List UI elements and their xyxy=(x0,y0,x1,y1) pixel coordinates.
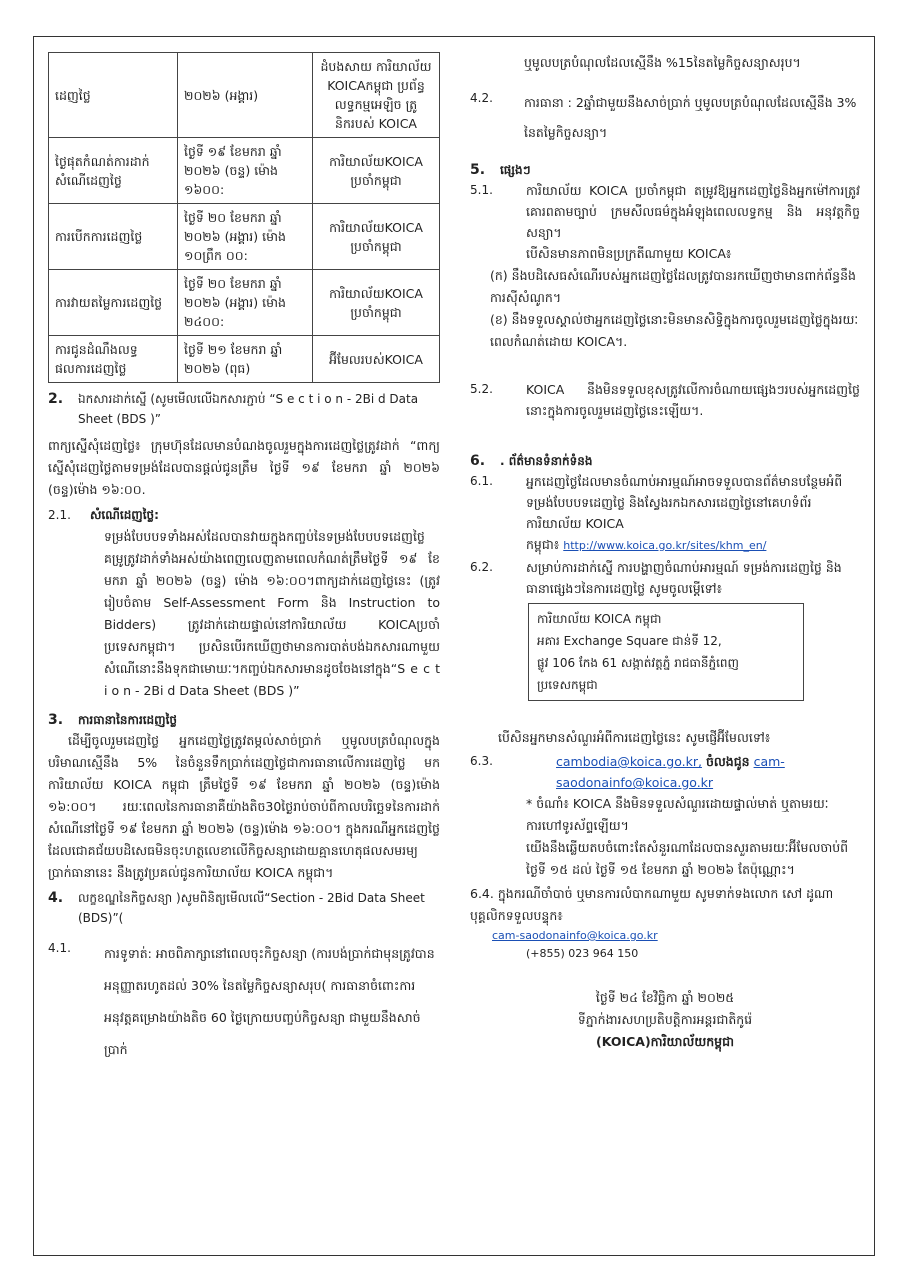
table-cell: អ៊ីមែលរបស់KOICA xyxy=(313,336,440,383)
section-3-text: ដើម្បីចូលរួមដេញថ្លៃ អ្នកដេញថ្លៃត្រូវតម្កល់សាច់ប្រាក់ ឬមូលបត្របំណុលក្នុងបរិមាណស្មើនឹង 5% នៃចំនួនទឹកប្រាក់ដេញថ្លៃជាការធានាលើការដេញថ្លៃ មកការិយាល័យ KOICA កម្ពុជា ត្រឹមថ្ងៃទី ១៩ ខែមករា ឆ្នាំ ២០២៦ (ចន្ទ)ម៉ោង ១៦:០០។ រយៈពេលនៃការធានាគឺយ៉ាងតិច30ថ្ងៃរាប់ចាប់ពីកាលបរិច្ឆេទនៃការដាក់សំណើនៅថ្ងៃទី ១៩ ខែមករា ឆ្នាំ ២០២៦ (ចន្ទ)ម៉ោង ១៦:០០។ ក្នុងករណីអ្នកដេញថ្លៃដែលជោគជ័យបដិសេធមិនចុះហត្ថលេខាលើកិច្ចសន្យាដោយគ្មានហេតុផលសមរម្យ ប្រាក់ធានានេះ នឹងត្រូវប្រគល់ជូនការិយាល័យ KOICA កម្ពុជា។ xyxy=(48,733,440,880)
section-number: 6. xyxy=(470,453,486,469)
left-column xyxy=(48,52,440,1066)
table-row xyxy=(49,138,440,204)
section-5-heading xyxy=(470,160,860,180)
subsection-number: 6.3. xyxy=(470,754,493,768)
table-cell: ថ្ងៃទី ២១ ខែមករា ឆ្នាំ ២០២៦ (ពុធ) xyxy=(178,336,313,383)
footer-date: ថ្ងៃទី ២៤ ខែវិច្ឆិកា ឆ្នាំ ២០២៥ xyxy=(595,990,735,1005)
address-line: ផ្លូវ 106 កែង 61 សង្កាត់វត្តភ្នំ រាជធានីភ្នំពេញ xyxy=(537,656,739,670)
subsection-number: 6.2. xyxy=(470,560,493,574)
subsection-5-1-a: (ក) នឹងបដិសេធសំណើរបស់អ្នកដេញថ្លៃដែលត្រូវបានរកឃើញថាមានពាក់ព័ន្ធនឹងការស៊ីសំណូក។ xyxy=(490,268,856,305)
section-title: លក្ខខណ្ឌនៃកិច្ចសន្យា )សូមពិនិត្យមើលលើ“Section - 2Bid Data Sheet (BDS)”( xyxy=(78,891,425,925)
subsection-4-1 xyxy=(48,938,440,1066)
subsection-6-1 xyxy=(470,471,860,534)
subsection-6-3 xyxy=(470,751,860,793)
section-4-1-continued: ឬមូលបត្របំណុលដែលស្មើនឹង %15នៃតម្លៃកិច្ចសន្យាសរុប។ xyxy=(524,55,801,70)
subsection-text: ការិយាល័យ KOICA ប្រចាំកម្ពុជា តម្រូវឱ្យអ្នកដេញថ្លៃនិងអ្នកម៉ៅការត្រូវគោរពតាមច្បាប់ ក្រមសីលធម៌ក្នុងអំឡុងពេលលទ្ធកម្ម និង អនុវត្តកិច្ចសន្យា។ xyxy=(526,183,860,240)
table-cell: ថ្ងៃទី ២០ ខែមករា ឆ្នាំ ២០២៦ (អង្គារ) ម៉ោង ២៤០០: xyxy=(178,270,313,336)
subsection-text: ការធានា : 2ឆ្នាំជាមួយនឹងសាច់ប្រាក់ ឬមូលបត្របំណុលដែលស្មើនឹង 3% នៃតម្លៃកិច្ចសន្យា។ xyxy=(524,95,857,140)
table-cell: ថ្ងៃទី ១៩ ខែមករា ឆ្នាំ ២០២៦ (ចន្ទ) ម៉ោង ១៦០០: xyxy=(178,138,313,204)
table-row xyxy=(49,336,440,383)
subsection-number: 5.2. xyxy=(470,382,493,396)
footer-org-2: (KOICA)ការិយាល័យកម្ពុជា xyxy=(596,1034,734,1049)
subsection-number: 2.1. xyxy=(48,508,71,522)
subsection-5-2 xyxy=(470,379,860,421)
email-intro: បើសិនអ្នកមានសំណួរអំពីការដេញថ្លៃនេះ សូមផ្ញើអ៊ីមែលទៅ៖ xyxy=(498,730,771,745)
section-number: 3. xyxy=(48,712,64,728)
table-cell: ការិយាល័យKOICA ប្រចាំកម្ពុជា xyxy=(313,138,440,204)
section-title: ឯកសារដាក់ស្នើ (សូមមើលលើឯកសារភ្ជាប់ “S e c t i o n - 2Bi d Data Sheet (BDS )” xyxy=(78,392,419,426)
subsection-5-1-b: (ខ) នឹងទទួលស្គាល់ថាអ្នកដេញថ្លៃនោះមិនមានសិទ្ធិក្នុងការចូលរួមដេញថ្លៃក្នុងរយៈពេលកំណត់ដោយ KOICA។. xyxy=(490,312,859,349)
address-line: អគារ Exchange Square ជាន់ទី 12, xyxy=(537,634,722,648)
table-row xyxy=(49,270,440,336)
email-link[interactable]: cambodia@koica.go.kr, xyxy=(556,754,702,769)
subsection-text: KOICA នឹងមិនទទួលខុសត្រូវលើការចំណាយផ្សេងៗរបស់អ្នកដេញថ្លៃនោះក្នុងការចូលរួមដេញថ្លៃនេះឡើយ។. xyxy=(526,382,860,418)
subsection-text: អ្នកដេញថ្លៃដែលមានចំណាប់អារម្មណ៍អាចទទួលបានព័ត៌មានបន្ថែមអំពីទម្រង់បែបបទដេញថ្លៃ និងស្វែងរកឯកសារដេញថ្លៃនៅគេហទំព័រការិយាល័យ KOICA xyxy=(526,474,843,531)
address-line: ការិយាល័យ KOICA កម្ពុជា xyxy=(537,612,662,626)
section-4-heading xyxy=(48,888,440,928)
address-box xyxy=(528,603,804,701)
table-cell: ដេញថ្លៃ xyxy=(49,53,178,138)
section-number: 2. xyxy=(48,391,64,407)
subsection-4-2 xyxy=(470,88,860,148)
address-line: ប្រទេសកម្ពុជា xyxy=(537,678,598,692)
right-column xyxy=(470,52,860,1053)
section-title: ការធានានៃការដេញថ្លៃ xyxy=(78,713,178,727)
table-cell: ការវាយតម្លៃការដេញថ្លៃ xyxy=(49,270,178,336)
table-row xyxy=(49,204,440,270)
subsection-6-4: 6.4. ក្នុងករណីចាំបាច់ ឬមានការលំបាកណាមួយ សូមទាក់ទងលោក សៅ ដូណា បុគ្គលិកទទួលបន្ទុក៖ xyxy=(470,886,834,923)
subsection-number: 4.1. xyxy=(48,941,71,955)
footer-org: ទីភ្នាក់ងារសហប្រតិបត្តិការអន្តរជាតិកូរ៉េ xyxy=(577,1012,753,1027)
table-cell: ថ្ងៃទី ២០ ខែមករា ឆ្នាំ ២០២៦ (អង្គារ) ម៉ោង ១០ព្រឹក ០០: xyxy=(178,204,313,270)
subsection-number: 6.1. xyxy=(470,474,493,488)
subsection-2-1 xyxy=(48,505,440,526)
section-number: 4. xyxy=(48,890,64,906)
subsection-number: 4.2. xyxy=(470,91,493,105)
email-note-2: យើងនឹងឆ្លើយតបចំពោះតែសំនួរណាដែលបានសួរតាមរយៈអ៊ីមែលចាប់ពីថ្ងៃទី ១៥ ដល់ ថ្ងៃទី ១៥ ខែមករា ឆ្នាំ ២០២៦ តែប៉ុណ្ណោះ។ xyxy=(526,840,849,877)
section-title: . ព័ត៌មានទំនាក់ទំនង xyxy=(500,454,593,468)
section-6-heading xyxy=(470,451,860,471)
table-cell: ការជូនដំណឹងលទ្ធផលការដេញថ្លៃ xyxy=(49,336,178,383)
subsection-2-1-text: ទម្រង់បែបបទទាំងអស់ដែលបានវាយក្នុងកញ្ចប់នៃទម្រង់បែបបទដេញថ្លៃគម្រូត្រូវដាក់ទាំងអស់យ៉ាងពេញលេញតាមពេលកំណត់ត្រឹមថ្ងៃទី ១៩ ខែមករា ឆ្នាំ ២០២៦ (ចន្ទ) ម៉ោង ១៦:០០។ពាក្យដាក់ដេញថ្លៃនេះ (ត្រូវរៀបចំតាម Self-Assessment Form និង Instruction to Bidders) ត្រូវដាក់ដោយផ្ទាល់នៅការិយាល័យ KOICAប្រចាំប្រទេសកម្ពុជា។ ប្រសិនបើរកឃើញថាមានការបាត់បង់ឯកសារណាមួយ សំណើនោះនឹងទុកជាមោឃៈ។កញ្ចប់ឯកសារមានដូចចែងនៅក្នុង“S e c t i o n - 2Bi d Data Sheet (BDS )” xyxy=(104,529,440,698)
subsection-6-2 xyxy=(470,557,860,599)
contact-phone: (+855) 023 964 150 xyxy=(526,947,639,960)
table-cell: ដំបងសាយ ការិយាល័យ KOICAកម្ពុជា ប្រព័ន្ធលទ្ធកម្មអេឡិច ត្រូនិករបស់ KOICA xyxy=(313,53,440,138)
table-cell: ការិយាល័យKOICA ប្រចាំកម្ពុជា xyxy=(313,204,440,270)
subsection-title: សំណើដេញថ្លៃ: xyxy=(90,508,159,522)
table-cell: ២០២៦ (អង្គារ) xyxy=(178,53,313,138)
subsection-number: 5.1. xyxy=(470,183,493,197)
subsection-5-1-if: បើសិនមានភាពមិនប្រក្រតីណាមួយ KOICA៖ xyxy=(526,246,732,261)
section-3-heading xyxy=(48,710,440,730)
section-2-para: ពាក្យស្នើសុំដេញថ្លៃ៖ ក្រុមហ៊ុនដែលមានបំណងចូលរួមក្នុងការដេញថ្លៃត្រូវដាក់ “ពាក្យស្នើសុំដេញថ្លៃតាមទម្រង់ដែលបានផ្តល់ជូនត្រឹម ថ្ងៃទី ១៩ ខែមករា ឆ្នាំ ២០២៦ (ចន្ទ)ម៉ោង ១៦:០០. xyxy=(48,438,440,497)
section-number: 5. xyxy=(470,162,486,178)
subsection-5-1 xyxy=(470,180,860,243)
table-cell: ថ្ងៃផុតកំណត់ការដាក់សំណើដេញថ្លៃ xyxy=(49,138,178,204)
email-note: * ចំណាំ៖ KOICA នឹងមិនទទួលសំណួរដោយផ្ទាល់មាត់ ឬតាមរយៈការហៅទូរស័ព្ទឡើយ។ xyxy=(526,796,829,833)
contact-email-line xyxy=(470,927,860,945)
table-cell: ការបើកការដេញថ្លៃ xyxy=(49,204,178,270)
table-row xyxy=(49,53,440,138)
section-title: ផ្សេងៗ xyxy=(500,163,531,177)
subsection-text: ការទូទាត់: អាចពិភាក្សានៅពេលចុះកិច្ចសន្យា (ការបង់ប្រាក់ជាមុនត្រូវបានអនុញ្ញាតរហូតដល់ 30% នៃតម្លៃកិច្ចសន្យាសរុប( ការធានាចំពោះការអនុវត្តគម្រោងយ៉ាងតិច 60 ថ្ងៃក្រោយបញ្ចប់កិច្ចសន្យា ជាមួយនឹងសាច់ប្រាក់ xyxy=(104,946,435,1057)
email-link[interactable]: cam-saodonainfo@koica.go.kr xyxy=(556,754,785,790)
subsection-text: សម្រាប់ការដាក់ស្នើ ការបង្ហាញចំណាប់អារម្មណ៍ ទម្រង់ការដេញថ្លៃ និងធានាផ្សេងៗនៃការដេញថ្លៃ សូមចូលម្ដើទៅ៖ xyxy=(526,560,842,596)
table-cell: ការិយាល័យKOICA ប្រចាំកម្ពុជា xyxy=(313,270,440,336)
website-label: កម្ពុជា៖ xyxy=(526,537,560,552)
website-link[interactable]: http://www.koica.go.kr/sites/khm_en/ xyxy=(563,539,767,552)
schedule-table xyxy=(48,52,440,383)
cc-label: ចំលងជូន xyxy=(705,754,750,769)
website-line xyxy=(470,534,860,557)
section-2-heading xyxy=(48,389,440,429)
contact-email[interactable]: cam-saodonainfo@koica.go.kr xyxy=(492,929,658,942)
